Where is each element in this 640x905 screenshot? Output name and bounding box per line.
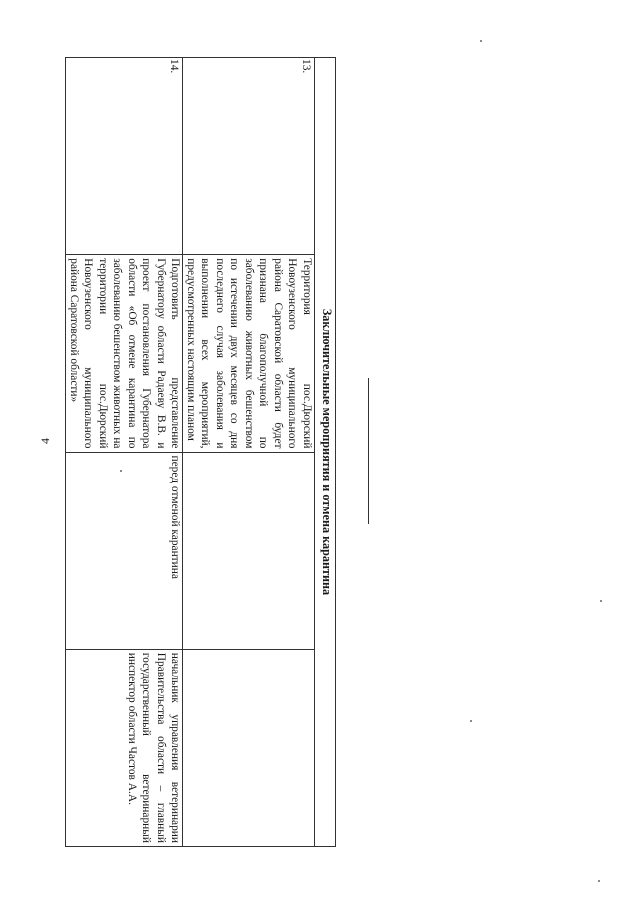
horizontal-rule: [368, 378, 369, 524]
scan-speck: [480, 40, 482, 42]
measure-text: Подготовить представление Губернатору области Радаеву В.В. и проект постановления Губернатора области «Об отмене карантина по заболеванию бешенством животных на территории пос.Дюрский Новоузенского муниципального района Саратовской области»: [66, 255, 183, 452]
row-number: 13.: [183, 58, 315, 255]
table-row: [66, 58, 183, 847]
deadline-cell: перед отменой карантина: [66, 452, 183, 649]
deadline-cell: [183, 452, 315, 649]
scan-speck: [598, 880, 600, 882]
scan-speck: [600, 600, 602, 602]
measure-text: Территория пос.Дюрский Новоузенского муниципального района Саратовской области будет признана благополучной по заболеванию животных бешенством по истечении двух месяцев со дня последнего случая заболевания и выполнении всех мероприятий, предусмотренных настоящим планом: [183, 255, 315, 452]
measures-table: [68, 57, 336, 847]
section-title: Заключительные мероприятия и отмена карантина: [315, 58, 336, 847]
scan-speck: [470, 720, 472, 722]
row-number: 14.: [66, 58, 183, 255]
scan-speck: [120, 470, 122, 472]
page-number: 4: [38, 438, 52, 444]
responsible-cell: [183, 649, 315, 846]
responsible-cell: начальник управления ветеринарии Правительства области – главный государственный ветеринарный инспектор области Частов А.А.: [66, 649, 183, 846]
table-row: [183, 58, 315, 847]
